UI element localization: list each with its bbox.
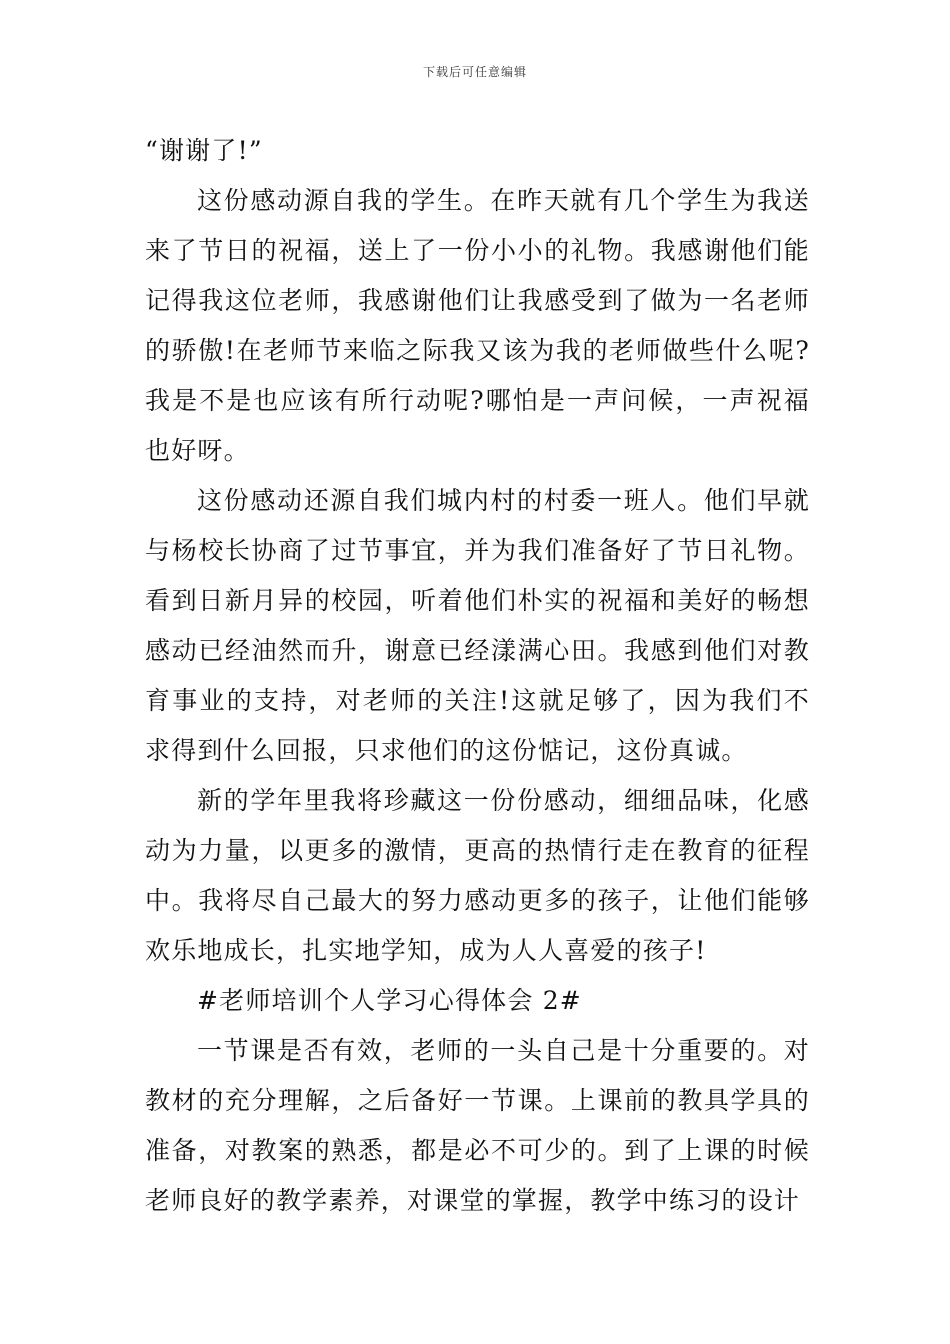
paragraph-students: 这份感动源自我的学生。在昨天就有几个学生为我送来了节日的祝福，送上了一份小小的礼物。我感谢他们能记得我这位老师，我感谢他们让我感受到了做为一名老师的骄傲!在老师节来临之际我又该为我的老师做些什么呢?我是不是也应该有所行动呢?哪怕是一声问候，一声祝福也好呀。 [145,186,810,465]
paragraph-effective-lesson: 一节课是否有效，老师的一头自己是十分重要的。对教材的充分理解，之后备好一节课。上课前的教具学具的准备，对教案的熟悉，都是必不可少的。到了上课的时候老师良好的教学素养，对课堂的掌握，教学中练习的设计 [145,1036,810,1215]
paragraph-new-school-year: 新的学年里我将珍藏这一份份感动，细细品味，化感动为力量，以更多的激情，更高的热情行走在教育的征程中。我将尽自己最大的努力感动更多的孩子，让他们能够欢乐地成长，扎实地学知，成为人人喜爱的孩子! [145,786,810,965]
page-header: 下载后可任意编辑 [422,65,527,79]
document-body [145,126,810,1226]
section-heading: #老师培训个人学习心得体会 2# [197,986,582,1015]
paragraph-closing-quote: “谢谢了!” [145,136,263,165]
paragraph-village-committee: 这份感动还源自我们城内村的村委一班人。他们早就与杨校长协商了过节事宜，并为我们准备好了节日礼物。看到日新月异的校园，听着他们朴实的祝福和美好的畅想感动已经油然而升，谢意已经漾满心田。我感到他们对教育事业的支持，对老师的关注!这就足够了，因为我们不求得到什么回报，只求他们的这份惦记，这份真诚。 [145,486,810,765]
